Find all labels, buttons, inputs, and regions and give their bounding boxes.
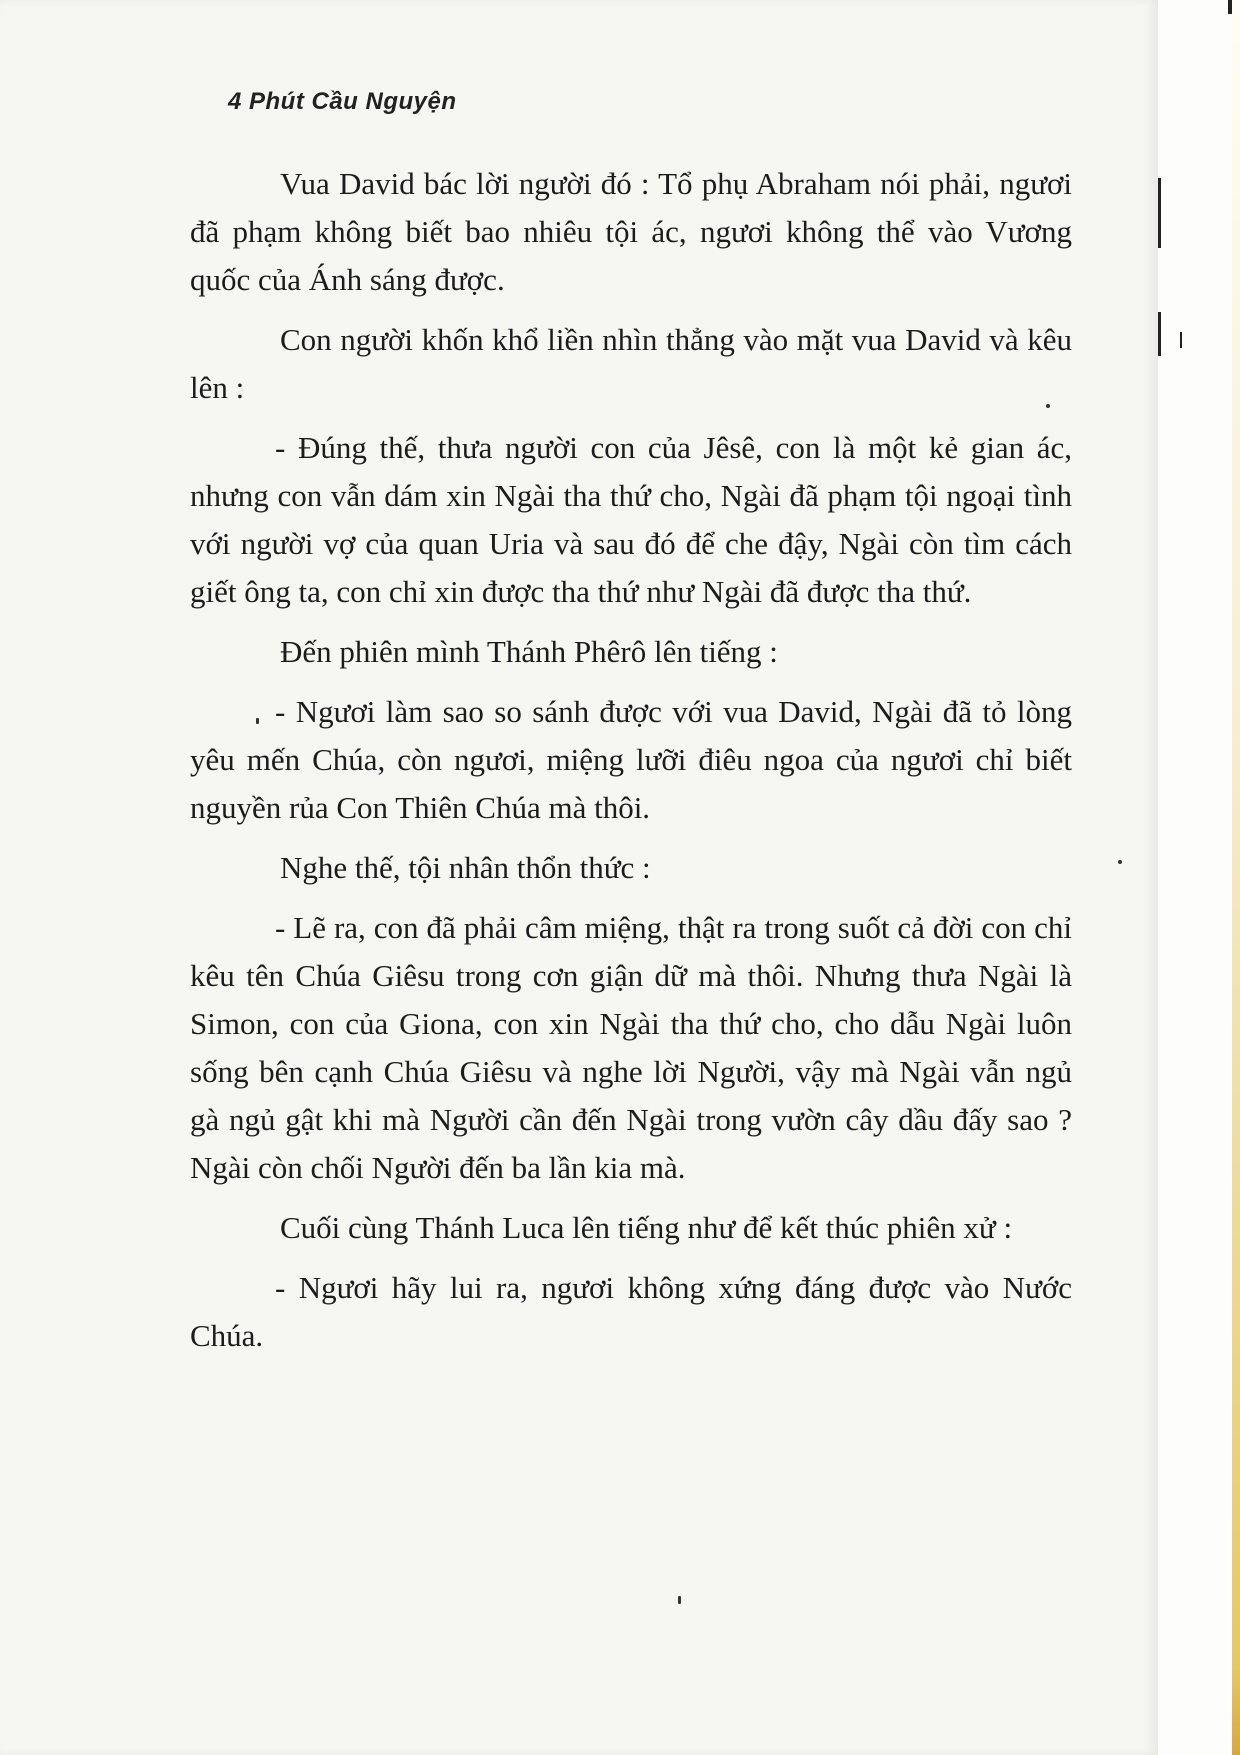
paragraph: Con người khốn khổ liền nhìn thẳng vào mặt vua David và kêu lên : [190,322,1072,405]
scan-mark [1158,312,1161,356]
scan-speck [1046,404,1050,408]
scan-mark [1180,332,1182,348]
page-edge-tint [1232,0,1240,1755]
scan-mark [1158,178,1161,248]
dialogue-paragraph: - Lẽ ra, con đã phải câm miệng, thật ra trong suốt cả đời con chỉ kêu tên Chúa Giêsu trong cơn giận dữ mà thôi. Nhưng thưa Ngài là Simon, con của Giona, con xin Ngài tha thứ cho, cho dẫu Ngài luôn sống bên cạnh Chúa Giêsu và nghe lời Người, vậy mà Ngài vẫn ngủ gà ngủ gật khi mà Người cần đến Ngài trong vườn cây dầu đấy sao ? Ngài còn chối Người đến ba lần kia mà. [190,910,1072,1185]
page-edge [1158,0,1240,1755]
running-header: 4 Phút Cầu Nguyện [228,88,457,115]
scan-speck [1118,860,1122,864]
dialogue-paragraph: - Ngươi làm sao so sánh được với vua David, Ngài đã tỏ lòng yêu mến Chúa, còn ngươi, miệng lưỡi điêu ngoa của ngươi chỉ biết nguyền rủa Con Thiên Chúa mà thôi. [190,694,1072,825]
dialogue-paragraph: - Đúng thế, thưa người con của Jêsê, con là một kẻ gian ác, nhưng con vẫn dám xin Ngài tha thứ cho, Ngài đã phạm tội ngoại tình với người vợ của quan Uria và sau đó để che đậy, Ngài còn tìm cách giết ông ta, con chỉ xin được tha thứ như Ngài đã được tha thứ. [190,430,1072,609]
paragraph: Vua David bác lời người đó : Tổ phụ Abraham nói phải, ngươi đã phạm không biết bao nhiêu tội ác, ngươi không thể vào Vương quốc của Ánh sáng được. [190,166,1072,297]
scan-speck [256,718,259,724]
page-body [190,160,1072,1360]
paragraph: Cuối cùng Thánh Luca lên tiếng như để kết thúc phiên xử : [280,1210,1013,1245]
scan-speck [678,1596,681,1604]
paragraph: Đến phiên mình Thánh Phêrô lên tiếng : [280,634,778,669]
paragraph: Nghe thế, tội nhân thổn thức : [280,850,651,885]
dialogue-paragraph: - Ngươi hãy lui ra, ngươi không xứng đáng được vào Nước Chúa. [190,1270,1072,1353]
